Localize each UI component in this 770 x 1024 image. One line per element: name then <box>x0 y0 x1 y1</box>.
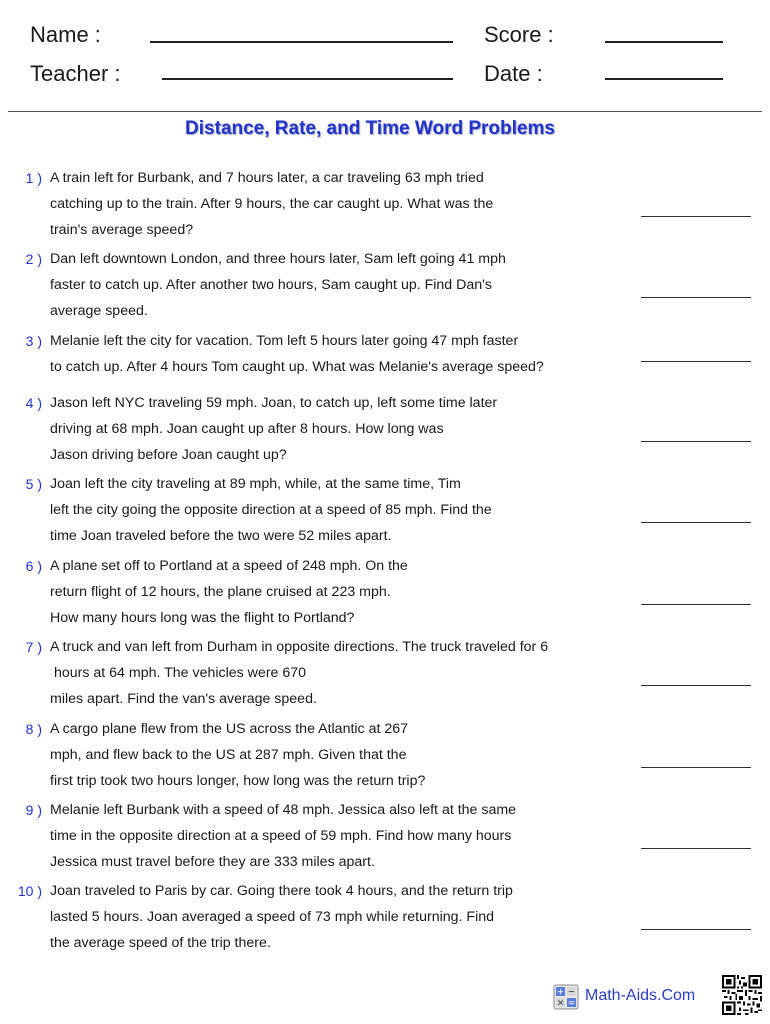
problem-number: 8 ) <box>25 721 42 737</box>
problem-text-line: Joan traveled to Paris by car. Going there took 4 hours, and the return trip <box>50 883 513 899</box>
problem-text-line: time Joan traveled before the two were 52 miles apart. <box>50 527 392 544</box>
answer-blank[interactable] <box>641 929 751 930</box>
problem-number: 5 ) <box>25 476 42 492</box>
teacher-label: Teacher : <box>30 61 121 86</box>
name-field[interactable] <box>150 41 453 43</box>
date-field[interactable] <box>605 78 723 80</box>
answer-blank[interactable] <box>641 216 751 217</box>
problem-number: 3 ) <box>25 333 42 349</box>
problem-text-line: How many hours long was the flight to Portland? <box>50 609 355 626</box>
answer-blank[interactable] <box>641 848 751 849</box>
problem-number: 1 ) <box>25 170 42 186</box>
problem-text-line: hours at 64 mph. The vehicles were 670 <box>50 664 307 681</box>
answer-blank[interactable] <box>641 361 751 362</box>
problem-number: 7 ) <box>25 639 42 655</box>
name-label: Name : <box>30 22 101 47</box>
score-label: Score : <box>484 22 554 47</box>
problem-text-line: catching up to the train. After 9 hours, the car caught up. What was the <box>50 195 494 212</box>
problem-text-line: Dan left downtown London, and three hours later, Sam left going 41 mph <box>50 251 506 267</box>
problem-text-line: Melanie left the city for vacation. Tom left 5 hours later going 47 mph faster <box>50 333 519 349</box>
problem-text-line: driving at 68 mph. Joan caught up after 8 hours. How long was <box>50 420 444 437</box>
problem-text-line: left the city going the opposite direction at a speed of 85 mph. Find the <box>50 501 492 518</box>
svg-text:×: × <box>556 998 565 1009</box>
problem-text-line: faster to catch up. After another two hours, Sam caught up. Find Dan's <box>50 276 492 293</box>
answer-blank[interactable] <box>641 767 751 768</box>
problem-text-line: to catch up. After 4 hours Tom caught up. What was Melanie's average speed? <box>50 358 544 375</box>
problem-number: 9 ) <box>25 802 42 818</box>
answer-blank[interactable] <box>641 297 751 298</box>
problem-text-line: A train left for Burbank, and 7 hours later, a car traveling 63 mph tried <box>50 170 484 186</box>
problem-text-line: miles apart. Find the van's average speed. <box>50 690 317 707</box>
problem-text-line: train's average speed? <box>50 221 194 238</box>
svg-text:−: − <box>567 987 576 998</box>
qr-code-icon <box>722 975 762 1015</box>
page-title: Distance, Rate, and Time Word Problems <box>185 118 555 139</box>
problem-text-line: Jason left NYC traveling 59 mph. Joan, to catch up, left some time later <box>50 395 498 411</box>
problem-text-line: Joan left the city traveling at 89 mph, while, at the same time, Tim <box>50 476 461 492</box>
problem-text-line: A cargo plane flew from the US across the Atlantic at 267 <box>50 721 409 737</box>
calculator-icon <box>553 984 579 1010</box>
brand-link[interactable]: Math-Aids.Com <box>585 987 696 1004</box>
problem-text-line: first trip took two hours longer, how long was the return trip? <box>50 772 426 789</box>
problem-text-line: the average speed of the trip there. <box>50 934 271 951</box>
problem-number: 10 ) <box>17 883 42 899</box>
answer-blank[interactable] <box>641 441 751 442</box>
problem-text-line: Jason driving before Joan caught up? <box>50 446 287 463</box>
problem-text-line: average speed. <box>50 302 148 319</box>
problem-text-line: time in the opposite direction at a speed of 59 mph. Find how many hours <box>50 827 512 844</box>
svg-text:=: = <box>567 998 576 1009</box>
problem-text-line: return flight of 12 hours, the plane cruised at 223 mph. <box>50 583 391 600</box>
teacher-field[interactable] <box>162 78 453 80</box>
answer-blank[interactable] <box>641 685 751 686</box>
svg-text:+: + <box>556 987 565 998</box>
score-field[interactable] <box>605 41 723 43</box>
problem-text-line: mph, and flew back to the US at 287 mph. Given that the <box>50 746 407 763</box>
answer-blank[interactable] <box>641 522 751 523</box>
problem-text-line: Jessica must travel before they are 333 miles apart. <box>50 853 375 870</box>
answer-blank[interactable] <box>641 604 751 605</box>
date-label: Date : <box>484 61 543 86</box>
problem-number: 6 ) <box>25 558 42 574</box>
problem-number: 4 ) <box>25 395 42 411</box>
problem-text-line: Melanie left Burbank with a speed of 48 mph. Jessica also left at the same <box>50 802 517 818</box>
problem-number: 2 ) <box>25 251 42 267</box>
problem-text-line: A truck and van left from Durham in opposite directions. The truck traveled for 6 <box>50 639 549 655</box>
header-divider <box>8 111 762 112</box>
problem-text-line: A plane set off to Portland at a speed of 248 mph. On the <box>50 558 408 574</box>
problem-text-line: lasted 5 hours. Joan averaged a speed of 73 mph while returning. Find <box>50 908 495 925</box>
